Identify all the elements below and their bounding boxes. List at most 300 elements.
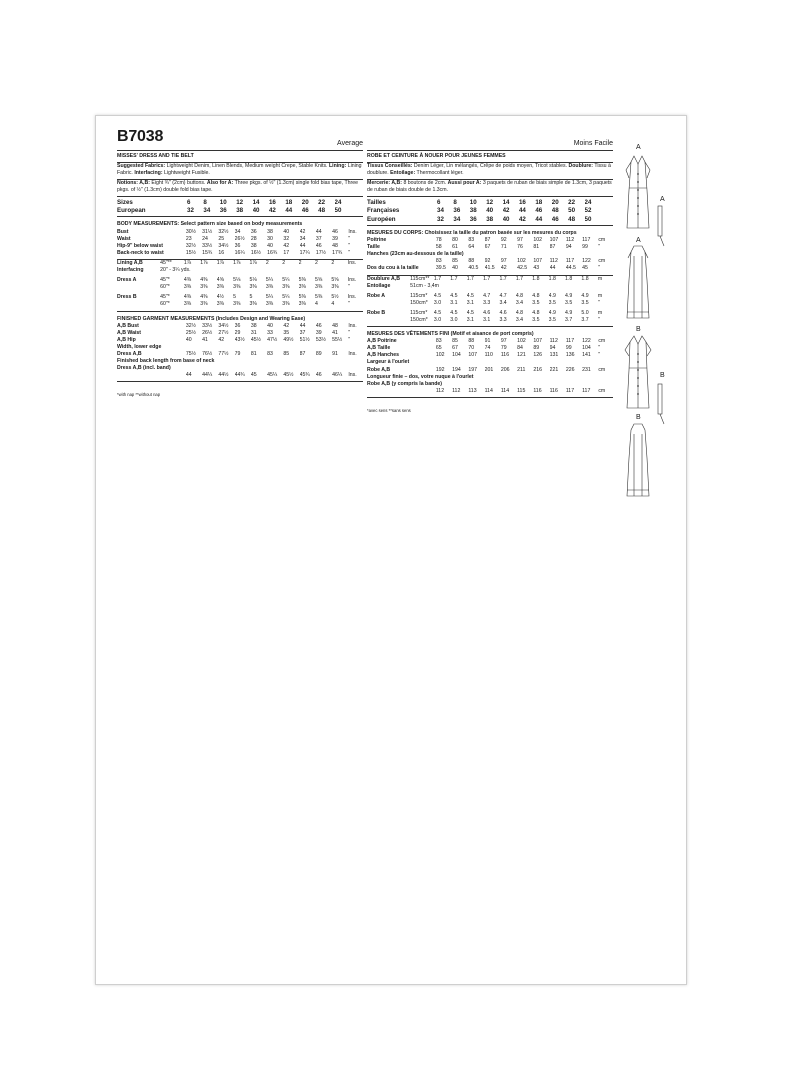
- table-cell: 22: [568, 198, 576, 206]
- table-cell: 115cm**: [410, 275, 430, 282]
- table-cell: 4: [331, 301, 335, 308]
- table-cell: 3⅜: [298, 284, 306, 291]
- english-column: [117, 128, 363, 398]
- table-cell: 5: [233, 294, 236, 301]
- table-cell: ": [348, 235, 351, 242]
- row-label: European: [117, 207, 146, 215]
- table-cell: 44: [285, 207, 293, 215]
- table-cell: 3⅜: [216, 284, 224, 291]
- table-cell: 5⅝: [315, 277, 323, 284]
- table-cell: 32: [283, 235, 290, 242]
- row-label: Width, lower edge: [117, 343, 162, 350]
- table-cell: 42: [502, 207, 510, 215]
- table-cell: 1.8: [548, 275, 556, 282]
- table-cell: 107: [533, 338, 542, 345]
- table-cell: 3.0: [450, 317, 458, 323]
- table-cell: 14: [252, 198, 260, 206]
- table-cell: 84: [517, 345, 523, 352]
- table-row: [117, 250, 363, 257]
- table-row: [367, 258, 613, 265]
- notions-text: Eight ¾" (2cm) buttons.: [151, 180, 206, 187]
- table-row: [117, 206, 363, 215]
- french-header: [367, 128, 613, 151]
- table-cell: 46: [551, 215, 559, 223]
- table-cell: 5⅜: [315, 294, 323, 301]
- table-cell: 16: [518, 198, 526, 206]
- fabrics-label: Tissus Conseillés:: [367, 163, 413, 170]
- table-row: [367, 317, 613, 324]
- row-label: [367, 317, 410, 324]
- table-cell: 2: [298, 259, 302, 266]
- table-cell: 53½: [315, 336, 326, 343]
- table-cell: 3.1: [466, 299, 474, 306]
- table-cell: 42: [268, 207, 276, 215]
- table-cell: 50: [334, 207, 342, 215]
- table-cell: 113: [468, 387, 477, 394]
- table-cell: 24: [202, 235, 208, 242]
- pattern-title: ROBE ET CEINTURE À NOUER POUR JEUNES FEMMES: [367, 153, 506, 159]
- table-row: [367, 214, 613, 223]
- table-cell: 112: [549, 338, 558, 345]
- table-cell: 117: [565, 258, 575, 265]
- table-cell: 23: [185, 235, 192, 242]
- table-cell: 17¾: [332, 249, 343, 256]
- table-cell: 1.8: [581, 275, 589, 282]
- table-cell: 46: [332, 228, 338, 235]
- divider: [117, 216, 363, 217]
- table-cell: 1.7: [499, 275, 507, 282]
- table-cell: 104: [452, 352, 461, 359]
- table-cell: 3.7: [565, 317, 573, 323]
- table-cell: 194: [452, 366, 461, 373]
- table-cell: 75½: [185, 350, 196, 357]
- row-label: Doublure A,B: [367, 275, 400, 282]
- table-cell: 20: [301, 198, 309, 206]
- table-cell: 117: [565, 338, 575, 345]
- table-cell: 55½: [332, 336, 343, 343]
- lining-text: Tissu à doublure.: [367, 163, 611, 177]
- table-cell: 104: [582, 345, 591, 352]
- table-cell: 26½: [234, 235, 245, 242]
- table-cell: 3.5: [581, 299, 589, 306]
- row-label: [117, 284, 160, 291]
- table-cell: 102: [533, 237, 542, 244]
- table-cell: 2: [282, 259, 286, 266]
- table-cell: 5¼: [282, 294, 290, 301]
- table-cell: 117: [565, 387, 575, 394]
- table-cell: 40: [283, 228, 290, 235]
- table-row: [117, 330, 363, 337]
- dress-a-front-sketch: [626, 156, 650, 228]
- table-cell: 27½: [218, 329, 229, 336]
- table-cell: 74: [484, 345, 491, 352]
- table-cell: 112: [549, 258, 558, 265]
- table-cell: 83: [435, 258, 442, 265]
- table-cell: 41: [332, 329, 338, 336]
- table-cell: 34: [453, 215, 461, 223]
- table-cell: 12: [486, 198, 494, 206]
- table-cell: 4⅝: [216, 277, 224, 284]
- table-cell: 48: [318, 207, 326, 215]
- table-cell: 4.7: [483, 292, 491, 299]
- table-cell: 20" - 3¼ yds.: [160, 267, 191, 274]
- yardage-table: [367, 276, 613, 325]
- row-label: Back-neck to waist: [117, 249, 164, 256]
- table-cell: 5½: [331, 294, 339, 301]
- table-cell: 94: [565, 244, 572, 251]
- table-cell: ": [598, 352, 601, 359]
- table-cell: 117: [582, 387, 591, 394]
- table-cell: 64: [468, 244, 475, 251]
- table-cell: 78: [435, 237, 442, 244]
- table-cell: 45¼: [267, 372, 278, 379]
- table-row: [367, 359, 613, 366]
- table-cell: ": [347, 301, 350, 308]
- table-cell: 42: [283, 322, 290, 329]
- table-cell: 121: [517, 352, 526, 359]
- row-label: Hip-9" below waist: [117, 242, 163, 249]
- view-label: B: [636, 414, 641, 421]
- table-cell: 131: [549, 352, 559, 359]
- table-cell: 3⅜: [249, 301, 257, 308]
- size-table: [117, 197, 363, 214]
- table-cell: 48: [332, 322, 338, 329]
- tie-belt-b-sketch: [658, 384, 664, 424]
- table-cell: 65: [435, 345, 442, 352]
- table-cell: 88: [468, 258, 475, 265]
- row-label: [117, 301, 160, 308]
- table-cell: 60"*: [160, 301, 170, 308]
- table-cell: 107: [468, 352, 477, 359]
- table-cell: 32½: [218, 228, 229, 235]
- table-row: [117, 284, 363, 291]
- dress-b-front-sketch: [625, 336, 651, 408]
- table-cell: 92: [484, 258, 491, 265]
- row-label: Dress B: [117, 294, 137, 301]
- table-cell: 4.8: [515, 292, 524, 299]
- table-cell: 3.3: [483, 299, 491, 306]
- view-label: A: [636, 144, 641, 151]
- garment-sketches: [618, 140, 678, 520]
- table-cell: 99: [582, 244, 588, 251]
- row-label: Taille: [367, 244, 380, 251]
- table-cell: 35: [283, 329, 290, 336]
- table-cell: 3⅜: [183, 301, 192, 308]
- table-cell: 3.5: [548, 317, 556, 323]
- row-label: Longueur finie – dos, votre nuque à l'ourlet: [367, 373, 474, 380]
- row-label: Robe A,B (y compris la bande): [367, 380, 443, 387]
- table-cell: 42: [283, 242, 290, 249]
- row-label: Tailles: [367, 198, 386, 206]
- lining-label: Doublure:: [568, 163, 593, 170]
- table-cell: Ins.: [347, 277, 357, 284]
- table-cell: 216: [533, 366, 542, 373]
- finished-measurements-table: [367, 338, 613, 395]
- table-cell: 33½: [202, 322, 213, 329]
- table-cell: 87: [549, 244, 556, 251]
- table-cell: 3.5: [565, 299, 573, 306]
- difficulty-level: Moins Facile: [573, 139, 613, 147]
- table-cell: 221: [549, 366, 559, 373]
- table-row: [117, 197, 363, 206]
- table-cell: 38: [486, 215, 494, 223]
- fabrics-paragraph: [367, 163, 613, 177]
- lining-text: Lining Fabric.: [117, 163, 362, 177]
- table-cell: 4.5: [450, 309, 458, 316]
- table-cell: 117: [582, 237, 591, 244]
- fabrics-paragraph: [117, 163, 363, 177]
- finished-measurements-table: [117, 323, 363, 380]
- table-cell: 4.5: [433, 292, 442, 299]
- table-cell: 97: [500, 258, 507, 265]
- table-cell: 46¼: [332, 372, 343, 379]
- table-cell: 43½: [234, 336, 245, 343]
- table-cell: 3.0: [433, 299, 442, 306]
- divider: [367, 326, 613, 327]
- table-row: [367, 310, 613, 317]
- table-row: [117, 229, 363, 236]
- row-label: Entoilage: [367, 282, 391, 289]
- row-label: [367, 388, 436, 395]
- table-cell: 5¼: [282, 277, 290, 284]
- table-cell: 58: [435, 244, 442, 251]
- table-cell: cm: [598, 387, 606, 394]
- table-cell: 1.7: [515, 275, 524, 282]
- row-label: Poitrine: [367, 237, 387, 244]
- table-row: [117, 301, 363, 308]
- table-cell: 3⅜: [183, 284, 192, 291]
- row-label: Dos du cou à la taille: [367, 265, 419, 272]
- view-label: B: [636, 326, 641, 333]
- table-cell: 33: [267, 329, 273, 336]
- fabrics-text: Lightweight Denim, Linen Blends, Medium weight Crepe, Stable Knits.: [166, 163, 328, 170]
- table-cell: 5.0: [581, 309, 589, 316]
- table-cell: 3.4: [515, 299, 524, 306]
- row-label: A,B Waist: [117, 329, 142, 336]
- table-cell: Ins.: [347, 259, 357, 266]
- table-cell: 4.9: [548, 309, 556, 316]
- table-cell: 150cm*: [410, 299, 428, 306]
- table-cell: 1⅞: [200, 259, 208, 266]
- table-cell: 17¼: [299, 249, 310, 256]
- table-cell: 4.8: [532, 292, 540, 299]
- table-cell: 33½: [202, 242, 213, 249]
- table-cell: 50: [584, 215, 592, 223]
- table-row: [367, 244, 613, 251]
- table-cell: 38: [267, 228, 273, 235]
- table-cell: 41: [202, 336, 208, 343]
- table-cell: 5⅜: [298, 277, 306, 284]
- table-cell: 4.5: [450, 292, 458, 299]
- table-row: [367, 345, 613, 352]
- table-cell: 25: [218, 235, 225, 242]
- table-cell: 31½: [202, 228, 213, 235]
- table-cell: 76½: [202, 350, 213, 357]
- row-label: Françaises: [367, 207, 400, 215]
- table-cell: 4½: [216, 294, 224, 301]
- table-cell: 5¼: [265, 294, 274, 301]
- table-cell: 3.4: [515, 317, 524, 323]
- table-cell: 41.5: [484, 265, 495, 272]
- interfacing-label: Interfacing:: [134, 170, 163, 177]
- table-row: [367, 300, 613, 307]
- table-row: [367, 251, 613, 258]
- table-cell: 99: [565, 345, 572, 352]
- table-cell: 226: [565, 366, 575, 373]
- table-cell: 6: [437, 198, 441, 206]
- table-cell: 116: [500, 352, 510, 359]
- table-cell: 46: [315, 242, 322, 249]
- table-cell: 38: [469, 207, 477, 215]
- row-label: [367, 258, 436, 265]
- table-cell: 46: [301, 207, 309, 215]
- table-cell: 34: [234, 228, 241, 235]
- table-row: [117, 243, 363, 250]
- table-cell: 45"**: [160, 259, 172, 266]
- row-label: Dress A: [117, 277, 137, 284]
- also-for-text: 3 paquets de ruban de biais simple de 1.3cm, 3 paquets de ruban de biais double de 1.3cm.: [367, 180, 612, 194]
- table-cell: 3.1: [466, 317, 474, 323]
- table-row: [367, 367, 613, 374]
- table-cell: Ins.: [347, 294, 357, 301]
- table-cell: m: [597, 292, 603, 299]
- row-label: A,B Taille: [367, 345, 391, 352]
- table-cell: 45½: [283, 372, 294, 379]
- table-cell: 25½: [185, 329, 196, 336]
- table-cell: 49½: [283, 336, 294, 343]
- notions-label: Notions: A,B:: [117, 180, 150, 187]
- row-label: Robe A,B: [367, 366, 391, 373]
- table-cell: 47½: [267, 336, 278, 343]
- table-cell: 3⅜: [282, 301, 290, 308]
- table-cell: 80: [452, 237, 458, 244]
- table-cell: 36: [219, 207, 227, 215]
- table-cell: 1⅞: [216, 259, 224, 266]
- table-cell: 3.5: [548, 299, 556, 306]
- finished-measurements-title: MESURES DES VÊTEMENTS FINI (Motif et aisance de port compris): [367, 331, 534, 338]
- table-cell: 4.5: [466, 309, 474, 316]
- table-cell: 88: [468, 338, 475, 345]
- table-cell: 44: [549, 265, 556, 272]
- table-cell: 45½: [250, 336, 261, 343]
- table-cell: 31: [250, 329, 257, 336]
- table-cell: 211: [517, 366, 526, 373]
- table-cell: 3⅜: [282, 284, 290, 291]
- table-cell: 112: [435, 387, 445, 394]
- table-cell: 2: [331, 259, 335, 266]
- table-cell: 1⅞: [233, 259, 241, 266]
- table-cell: 102: [517, 258, 526, 265]
- table-cell: 44: [535, 215, 543, 223]
- table-cell: 12: [236, 198, 244, 206]
- table-cell: ": [348, 329, 351, 336]
- table-row: [117, 365, 363, 372]
- table-cell: 22: [318, 198, 326, 206]
- garment-line-drawings: [618, 140, 678, 520]
- table-cell: 40: [452, 265, 458, 272]
- table-cell: ": [348, 336, 351, 343]
- table-cell: 112: [565, 237, 575, 244]
- table-cell: 92: [500, 237, 507, 244]
- table-cell: 97: [517, 237, 523, 244]
- table-cell: 16¼: [234, 249, 245, 256]
- row-label: A,B Hanches: [367, 352, 399, 359]
- table-cell: 42: [218, 336, 225, 343]
- table-cell: 3.5: [532, 317, 540, 323]
- table-cell: 3⅜: [265, 284, 274, 291]
- table-cell: 18: [535, 198, 543, 206]
- table-cell: ": [597, 299, 600, 306]
- table-cell: 34: [299, 235, 306, 242]
- table-row: [117, 267, 363, 274]
- table-cell: 67: [452, 345, 458, 352]
- table-cell: 40: [252, 207, 260, 215]
- table-cell: 122: [582, 258, 591, 265]
- table-cell: 39: [332, 235, 338, 242]
- table-cell: 61: [452, 244, 458, 251]
- also-for-text: Three pkgs. of ½" (1.3cm) single fold bias tape, Three pkgs. of ½" (1.3cm) double fold bias tape.: [117, 180, 359, 194]
- table-cell: 67: [484, 244, 491, 251]
- table-cell: 116: [549, 387, 558, 394]
- table-cell: cm: [598, 258, 606, 265]
- table-cell: 2: [265, 259, 269, 266]
- table-cell: 17½: [315, 249, 326, 256]
- row-label: A,B Poitrine: [367, 338, 397, 345]
- table-cell: 89: [533, 345, 540, 352]
- table-cell: 192: [435, 366, 445, 373]
- notions-text: 8 boutons de 2cm.: [403, 180, 447, 187]
- table-row: [117, 372, 363, 379]
- table-cell: 15¾: [202, 249, 213, 256]
- table-cell: 85: [452, 338, 458, 345]
- table-cell: 40.5: [468, 265, 479, 272]
- table-cell: 197: [468, 366, 477, 373]
- table-cell: 4.9: [581, 292, 589, 299]
- table-cell: 4.5: [466, 292, 474, 299]
- view-label: A: [636, 237, 641, 244]
- row-label: Européen: [367, 215, 396, 223]
- table-cell: 50: [568, 207, 576, 215]
- table-cell: 34: [203, 207, 211, 215]
- table-cell: 6: [187, 198, 191, 206]
- table-cell: cm: [598, 237, 606, 244]
- table-cell: 3⅜: [216, 301, 224, 308]
- table-cell: 8: [203, 198, 207, 206]
- divider: [117, 311, 363, 312]
- table-cell: 52: [584, 207, 592, 215]
- row-label: Largeur à l'ourlet: [367, 359, 410, 366]
- table-cell: 5⅜: [298, 294, 306, 301]
- table-cell: 5⅛: [249, 277, 257, 284]
- table-cell: 15½: [185, 249, 196, 256]
- table-cell: 24: [334, 198, 342, 206]
- body-measurements-table: [367, 237, 613, 272]
- nap-footnote: *with nap **without nap: [117, 392, 161, 398]
- table-cell: 4⅜: [183, 294, 192, 301]
- also-for-label: Aussi pour A:: [447, 180, 482, 187]
- table-cell: 24: [584, 198, 592, 206]
- table-cell: 40: [267, 322, 273, 329]
- table-cell: cm: [598, 338, 606, 345]
- table-row: [117, 294, 363, 301]
- table-cell: 44: [299, 242, 306, 249]
- row-label: Dress A,B: [117, 350, 142, 357]
- table-cell: 48: [568, 215, 576, 223]
- table-cell: 85: [283, 350, 290, 357]
- table-cell: 30: [267, 235, 273, 242]
- table-cell: 94: [549, 345, 556, 352]
- table-cell: 32: [437, 215, 444, 223]
